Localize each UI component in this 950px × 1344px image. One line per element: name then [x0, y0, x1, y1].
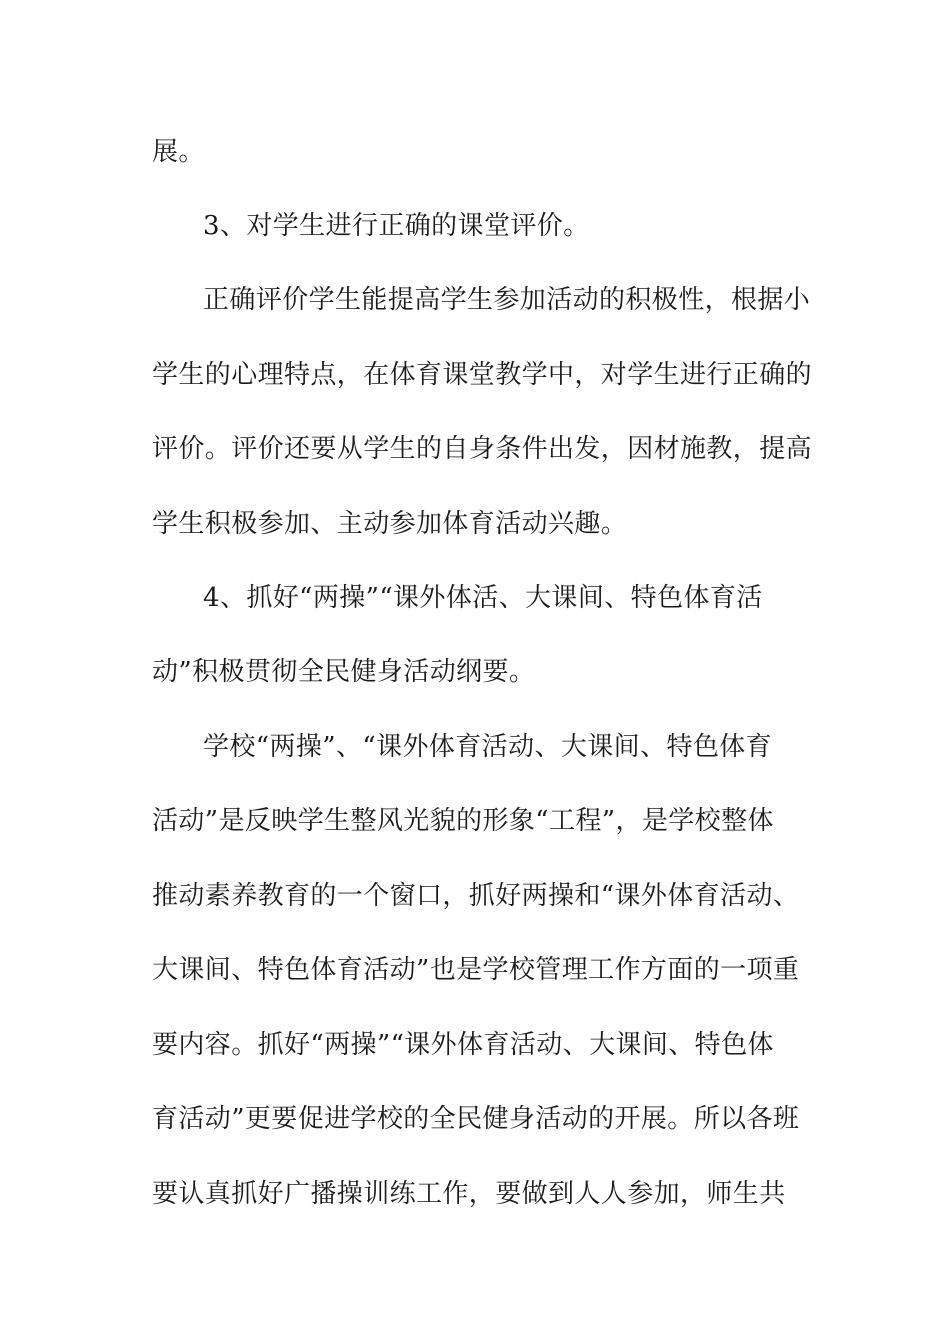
section-heading: 动”积极贯彻全民健身活动纲要。 [152, 657, 536, 687]
text-line: 学生积极参加、主动参加体育活动兴趣。 [152, 509, 628, 539]
text-line: 学生的心理特点，在体育课堂教学中，对学生进行正确的 [152, 360, 813, 390]
text-line: 活动”是反映学生整风光貌的形象“工程”，是学校整体 [152, 806, 774, 836]
text-line: 大课间、特色体育活动”也是学校管理工作方面的一项重 [152, 955, 800, 985]
text-line: 正确评价学生能提高学生参加活动的积极性，根据小 [203, 285, 811, 315]
section-heading: 3、对学生进行正确的课堂评价。 [203, 211, 590, 241]
text-line: 要认真抓好广播操训练工作，要做到人人参加，师生共 [152, 1179, 786, 1209]
text-line: 展。 [152, 137, 205, 167]
text-line: 育活动”更要促进学校的全民健身活动的开展。所以各班 [152, 1104, 800, 1134]
text-line: 推动素养教育的一个窗口，抓好两操和“课外体育活动、 [152, 881, 800, 911]
text-line: 评价。评价还要从学生的自身条件出发，因材施教，提高 [152, 434, 813, 464]
text-line: 要内容。抓好“两操”“课外体育活动、大课间、特色体 [152, 1030, 774, 1060]
section-heading: 4、抓好“两操”“课外体活、大课间、特色体育活 [203, 583, 763, 613]
text-line: 学校“两操”、“课外体育活动、大课间、特色体育 [203, 732, 773, 762]
